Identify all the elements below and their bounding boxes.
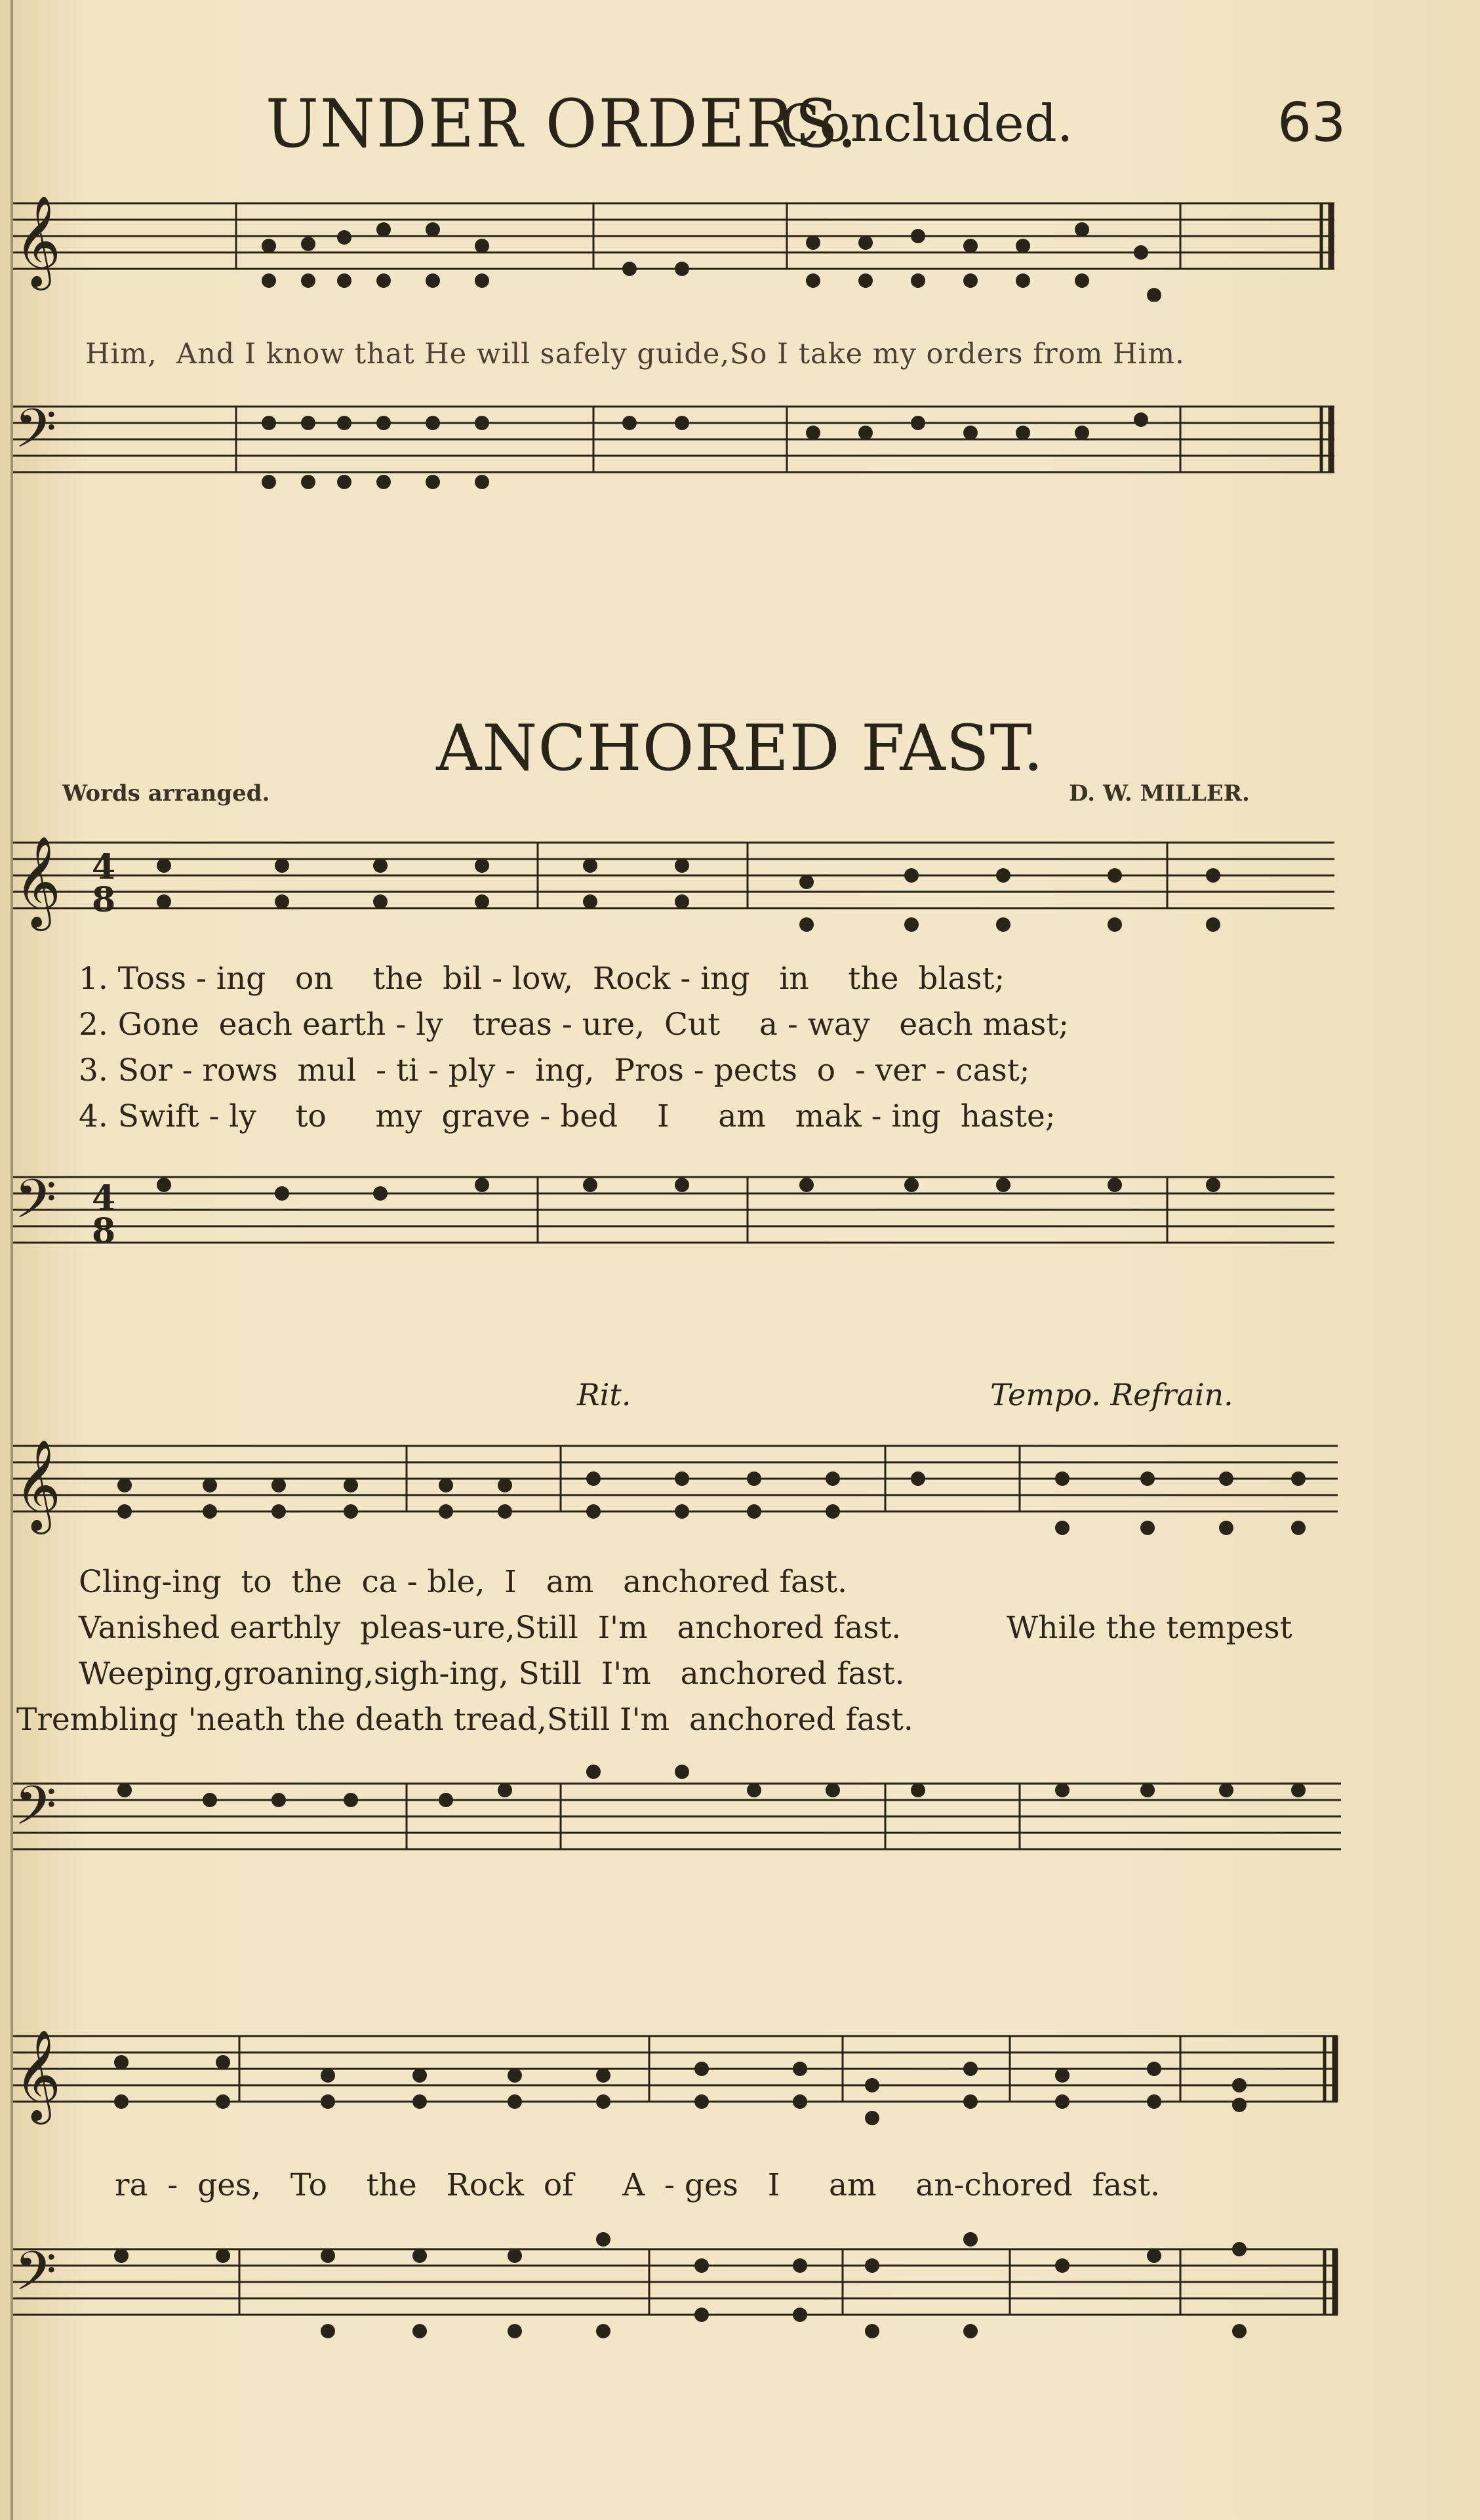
- time-signature-top-bass: 4: [92, 1178, 116, 1218]
- ritardando-mark: Rit.: [577, 1377, 631, 1412]
- bass-staff-system-3: [0, 2223, 1480, 2374]
- svg-text:𝄞: 𝄞: [14, 195, 61, 287]
- bass-staff-system-1: [0, 1164, 1480, 1275]
- under-orders-lyric: Him, And I know that He will safely guide,So I take my orders from Him.: [85, 338, 1185, 370]
- verse-line-4: [79, 1098, 1056, 1134]
- svg-text:𝄢: 𝄢: [14, 1167, 57, 1244]
- treble-staff-system-2: [0, 1416, 1480, 1548]
- verse-number: 4.: [79, 1098, 108, 1134]
- bass-staff-under-orders: [0, 393, 1480, 525]
- composer-credit: D. W. MILLER.: [1069, 780, 1250, 807]
- song-title: ANCHORED FAST.: [436, 711, 1044, 785]
- verse-line-3: [79, 1052, 1030, 1089]
- verse-line-1-continued: Cling-ing to the ca - ble, I am anchored fast.: [79, 1564, 847, 1600]
- verse-number: 2.: [79, 1007, 108, 1043]
- svg-text:𝄢: 𝄢: [14, 397, 57, 473]
- verse-text: Gone each earth - ly treas - ure, Cut a - way each mast;: [117, 1007, 1070, 1043]
- svg-text:𝄞: 𝄞: [14, 2030, 61, 2121]
- treble-staff-under-orders: [0, 190, 1480, 302]
- verse-text: Swift - ly to my grave - bed I am mak - ing haste;: [117, 1098, 1056, 1134]
- svg-text:𝄞: 𝄞: [14, 836, 61, 927]
- time-signature-bottom: 8: [92, 880, 116, 920]
- verse-number: 1.: [79, 961, 108, 997]
- verse-text: Sor - rows mul - ti - ply - ing, Pros - pects o - ver - cast;: [117, 1052, 1030, 1089]
- tempo-refrain-mark: Tempo. Refrain.: [990, 1377, 1233, 1412]
- verse-line-4-continued: Trembling 'neath the death tread,Still I'm anchored fast.: [16, 1702, 913, 1738]
- bass-staff-system-2: [0, 1764, 1480, 1882]
- page-header: [0, 85, 1480, 163]
- svg-text:𝄢: 𝄢: [14, 2239, 57, 2316]
- page-number: 63: [1277, 92, 1346, 154]
- words-credit: Words arranged.: [62, 780, 270, 807]
- treble-staff-system-1: [0, 813, 1480, 944]
- treble-staff-system-3: [0, 2007, 1480, 2151]
- final-lyric-line: ra - ges, To the Rock of A - ges I am an-chored fast.: [115, 2167, 1160, 2203]
- verse-line-1: [79, 961, 1005, 997]
- verse-line-3-continued: Weeping,groaning,sigh-ing, Still I'm anchored fast.: [79, 1656, 905, 1692]
- page-title: UNDER ORDERS.: [266, 85, 858, 163]
- verse-text: Toss - ing on the bil - low, Rock - ing in the blast;: [117, 961, 1005, 997]
- svg-text:𝄢: 𝄢: [14, 1774, 57, 1850]
- refrain-start: While the tempest: [1007, 1610, 1292, 1646]
- verse-line-2-continued: Vanished earthly pleas-ure,Still I'm anchored fast.: [79, 1610, 902, 1646]
- page-subtitle: Concluded.: [780, 94, 1073, 153]
- time-signature-bottom-bass: 8: [92, 1211, 116, 1251]
- verse-number: 3.: [79, 1052, 108, 1089]
- verse-line-2: [79, 1007, 1069, 1043]
- time-signature-top: 4: [92, 847, 116, 887]
- svg-text:𝄞: 𝄞: [14, 1439, 61, 1530]
